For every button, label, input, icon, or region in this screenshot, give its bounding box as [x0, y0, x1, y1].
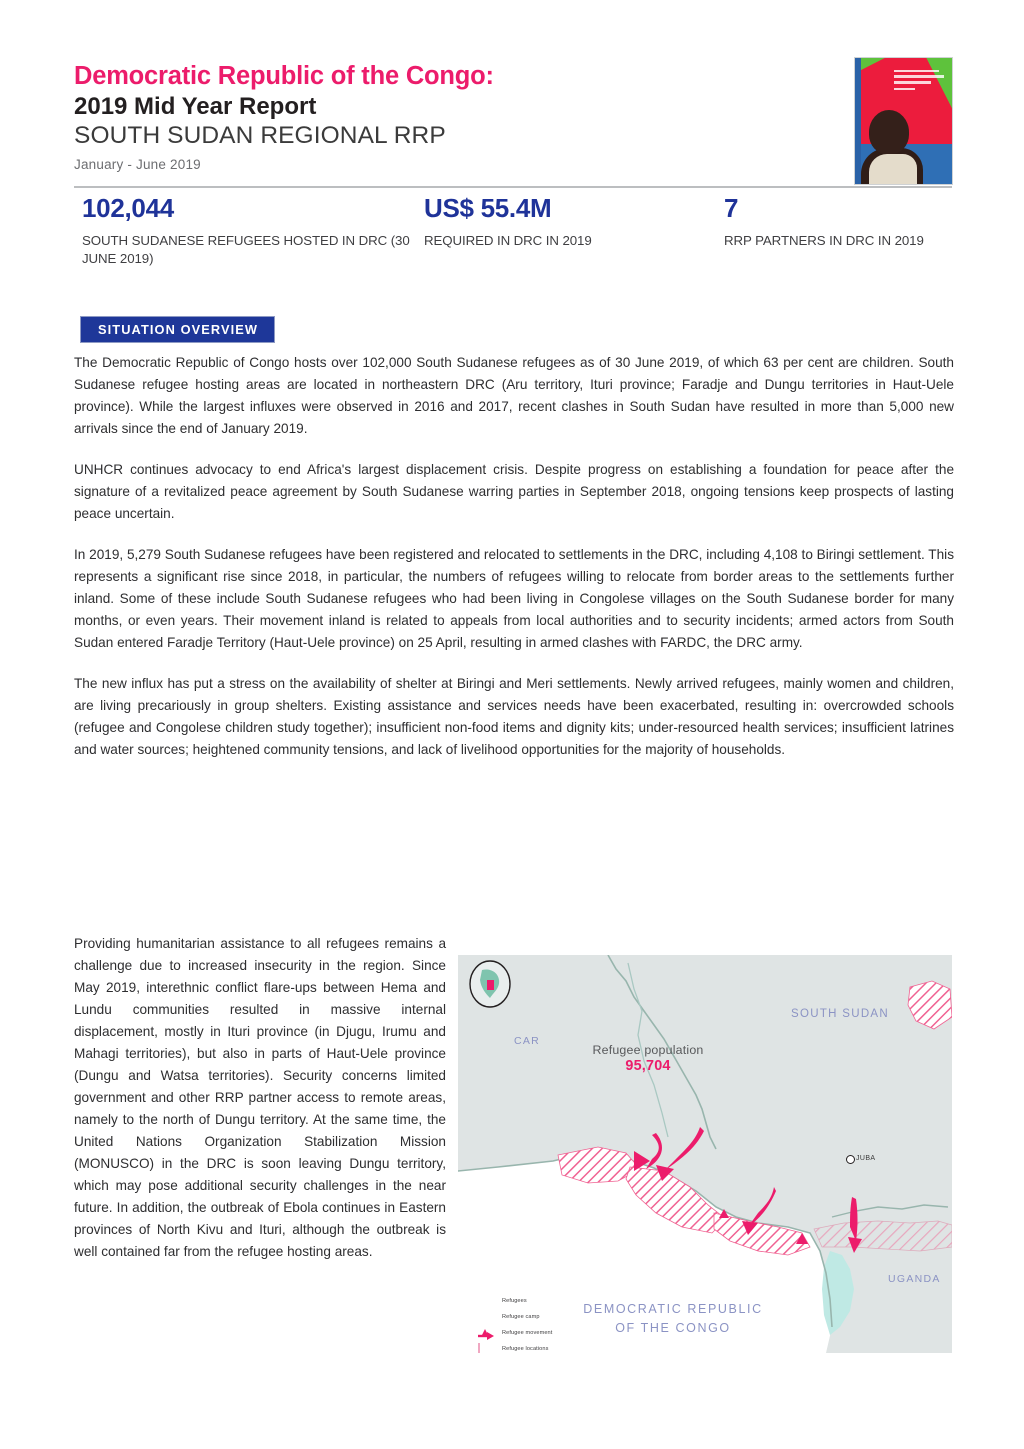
map-label-drc-line2: OF THE CONGO: [615, 1320, 731, 1335]
legend-item: [478, 1343, 628, 1353]
situation-overview-body: [74, 352, 954, 761]
paragraph-5: Providing humanitarian assistance to all refugees remains a challenge due to increased insecurity in the region. Since May 2019, interethnic conflict flare-ups between Hema and Lundu communities resulted in massive internal displacement, mostly in Ituri province (in Djugu, Irumu and Mahagi territories), but also in parts of Haut-Uele province (Dungu and Watsa territories). Security concerns limited government and other RRP partner access to remote areas, namely to the north of Dungu territory. At the same time, the United Nations Organization Stabilization Mission (MONUSCO) in the DRC is soon leaving Dungu territory, which may pose additional security challenges in the near future. In addition, the outbreak of Ebola continues in Eastern provinces of North Kivu and Ituri, although the outbreak is well contained far from the refugee hosting areas.: [74, 936, 446, 1260]
section-header-label: SITUATION OVERVIEW: [98, 322, 259, 337]
legend-item: [478, 1327, 628, 1339]
key-figures-row: [74, 194, 952, 294]
key-figure-label: RRP PARTNERS IN DRC IN 2019: [724, 232, 924, 248]
key-figure-value: 102,044: [82, 193, 174, 223]
key-figure-label: SOUTH SUDANESE REFUGEES HOSTED IN DRC (30 JUNE 2019): [82, 232, 410, 267]
globe-locator-inset: [468, 960, 512, 1008]
legend-item: [478, 1311, 628, 1323]
page-title-programme: SOUTH SUDAN REGIONAL RRP: [74, 122, 446, 150]
cover-title-lines: [894, 70, 946, 96]
refugee-movement-arrow-icon: [478, 1328, 494, 1338]
key-figure-partners: [724, 194, 954, 250]
key-figure-refugees: [82, 194, 412, 269]
legend-item-label: Refugee camp: [502, 1314, 540, 1320]
map-label-uganda: UGANDA: [888, 1273, 941, 1285]
page-title-report: 2019 Mid Year Report: [74, 92, 317, 120]
key-figure-value: US$ 55.4M: [424, 193, 552, 223]
map-label-car: CAR: [514, 1035, 541, 1047]
paragraph-4: The new influx has put a stress on the availability of shelter at Biringi and Meri settlements. Newly arrived refugees, mainly women and children, are living precariously in group shelters. Existing assistance and services needs have been exacerbated, resulting in: overcrowded schools (refugee and Congolese children study together); insufficient non-food items and dignity kits; under-resourced health services; insufficient latrines and water sources; heightened community tensions, and lack of livelihood opportunities for the majority of households.: [74, 676, 954, 758]
map-label-drc-line1: DEMOCRATIC REPUBLIC: [583, 1302, 763, 1316]
paragraph-1: The Democratic Republic of Congo hosts over 102,000 South Sudanese refugees as of 30 June 2019, of which 63 per cent are children. South Sudanese refugee hosting areas are located in northeastern DRC (Aru territory, Ituri province; Faradje and Dungu territories in Haut-Uele province). While the largest influxes were observed in 2016 and 2017, recent clashes in South Sudan have resulted in more than 5,000 new arrivals since the end of January 2019.: [74, 355, 954, 437]
key-figure-label: REQUIRED IN DRC IN 2019: [424, 232, 592, 248]
header-divider: [74, 186, 952, 188]
map-legend: [478, 1295, 628, 1353]
drc-highlight: [487, 980, 494, 990]
capital-marker-icon: [846, 1155, 855, 1164]
refugee-box-icon: [478, 1296, 494, 1306]
map-label-juba: JUBA: [856, 1155, 876, 1162]
refugee-population-label: Refugee population: [592, 1043, 704, 1057]
legend-item: [478, 1295, 628, 1307]
refugee-situation-map: [458, 955, 952, 1353]
report-cover-thumbnail: [855, 58, 952, 184]
key-figure-value: 7: [724, 193, 739, 223]
refugee-location-hatch-icon: [478, 1344, 494, 1353]
legend-item-label: Refugee locations: [502, 1346, 549, 1352]
report-period: January - June 2019: [74, 157, 201, 173]
page-title-country: Democratic Republic of the Congo:: [74, 62, 494, 90]
refugee-camp-triangle-icon: [478, 1312, 494, 1322]
legend-item-label: Refugee movement: [502, 1330, 553, 1336]
cover-photo-figure-shirt: [869, 154, 917, 184]
refugee-location-area-uganda: [814, 1221, 952, 1251]
refugee-population-callout: [568, 1043, 728, 1074]
paragraph-3: In 2019, 5,279 South Sudanese refugees have been registered and relocated to settlements in the DRC, including 4,108 to Biringi settlement. This represents a significant rise since 2018, in particular, the numbers of refugees willing to relocate from border areas to the settlements further inland. Some of these include South Sudanese refugees who had been living in Congolese villages on the South Sudanese border for many months, or even years. Their movement inland is related to appeals from local authorities and to security incidents; armed actors from South Sudan entered Faradje Territory (Haut-Uele province) on 25 April, resulting in armed clashes with FARDC, the DRC army.: [74, 547, 954, 651]
map-label-south-sudan: SOUTH SUDAN: [791, 1008, 890, 1020]
legend-item-label: Refugees: [502, 1298, 527, 1304]
key-figure-funding: [424, 194, 704, 250]
section-header-situation-overview: [80, 316, 275, 343]
refugee-population-value: 95,704: [625, 1058, 671, 1074]
cover-spine: [855, 58, 861, 184]
paragraph-2: UNHCR continues advocacy to end Africa's largest displacement crisis. Despite progress on establishing a foundation for peace after the signature of a revitalized peace agreement by South Sudanese warring parties in September 2018, ongoing tensions keep prospects of lasting peace uncertain.: [74, 462, 954, 522]
cover-photo-figure-head: [869, 110, 909, 154]
report-header: [74, 62, 844, 172]
